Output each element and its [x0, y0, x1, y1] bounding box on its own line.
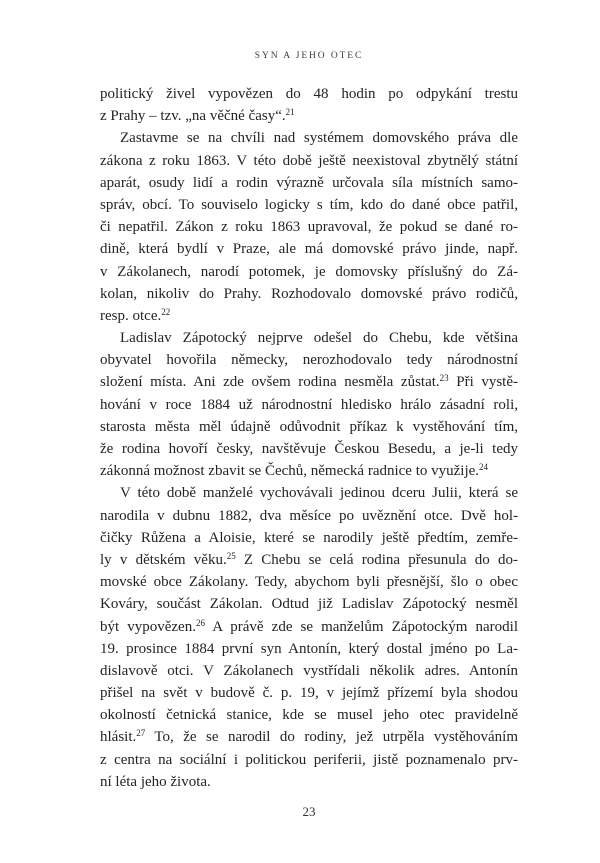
text-line: 19. prosince 1884 první syn Antonín, který dostal jméno po La-: [100, 640, 518, 657]
footnote-ref: 26: [195, 617, 205, 628]
text-line: být vypovězen.$^{26}$ A právě zde se manželům Zápotockým narodil: [100, 617, 519, 635]
text-line: politický živel vypovězen do 48 hodin po odpykání trestu: [100, 86, 518, 102]
text-line: zákonná možnost zbavit se Čechů, německá radnice to využije.$^{24}$: [100, 462, 489, 480]
text-line: movské obce Zákolany. Tedy, abychom byli přesnější, šlo o obec: [100, 574, 518, 591]
text-line: z centra na sociální i politickou periferii, jistě poznamenalo prv-: [100, 751, 518, 768]
text-line: hování v roce 1884 už národnostní hledisko hrálo zásadní roli,: [100, 396, 518, 413]
text-line: z Prahy – tzv. „na věčné časy“.$^{21}$: [100, 107, 295, 125]
text-line: starosta města měl údajně odůvodnit příkaz k vystěhování tím,: [100, 418, 518, 435]
text-line: V této době manželé vychovávali jedinou dceru Julii, která se: [120, 485, 518, 502]
text-line: přišel na svět v budově č. p. 19, v jejímž přízemí byla shodou: [100, 685, 518, 702]
text-line: Ladislav Zápotocký nejprve odešel do Chebu, kde většina: [120, 330, 518, 347]
text-line: Zastavme se na chvíli nad systémem domovského práva dle: [120, 130, 518, 147]
text-line: aparát, osudy lidí a rodin výrazně určovala síla místních samo-: [100, 174, 518, 191]
text-line: dině, která bydlí v Praze, ale má domovské právo jinde, např.: [100, 241, 518, 258]
footnote-ref: 21: [285, 107, 295, 118]
text-line: dislavově otci. V Zákolanech vystřídali několik adres. Antonín: [100, 662, 518, 679]
text-line: složení místa. Ani zde ovšem rodina nesměla zůstat.$^{23}$ Při vystě-: [100, 373, 518, 391]
footnote-ref: 22: [161, 306, 171, 317]
text-line: obyvatel hovořila německy, nerozhodovalo tedy národnostní: [100, 352, 518, 369]
text-line: Kováry, součást Zákolan. Odtud již Ladislav Zápotocký nesměl: [100, 596, 518, 613]
text-line: kolan, nikoliv do Prahy. Rozhodovalo domovské právo rodičů,: [100, 285, 518, 302]
text-line: ly v dětském věku.$^{25}$ Z Chebu se celá rodina přesunula do do-: [100, 550, 518, 568]
text-line: čičky Růžena a Aloisie, které se narodily ještě předtím, zemře-: [100, 529, 518, 546]
text-line: že rodina hovoří česky, navštěvuje Českou Besedu, a je-li tedy: [100, 441, 518, 457]
text-line: či nepatřil. Zákon z roku 1863 upravoval, že pokud se dané ro-: [100, 219, 518, 236]
text-line: v Zákolanech, narodí potomek, je domovsky příslušný do Zá-: [100, 263, 518, 280]
footnote-ref: 27: [136, 728, 146, 739]
text-line: ní léta jeho života.: [100, 773, 211, 790]
text-line: správ, obcí. To souviselo logicky s tím, kdo do dané obce patřil,: [100, 196, 518, 213]
text-line: resp. otce.$^{22}$: [100, 306, 171, 324]
footnote-ref: 25: [226, 550, 236, 561]
body-text-block: [100, 83, 518, 793]
text-line: okolností četnická stanice, kde se musel jeho otec pravidelně: [100, 707, 518, 724]
footnote-ref: 24: [479, 462, 489, 473]
page-number: 23: [302, 804, 316, 819]
text-line: zákona z roku 1863. V této době ještě neexistoval zbytnělý státní: [100, 152, 518, 169]
text-line: hlásit.$^{27}$ To, že se narodil do rodiny, jež utrpěla vystěhováním: [100, 728, 518, 746]
running-header: SYN A JEHO OTEC: [254, 51, 364, 61]
footnote-ref: 23: [439, 373, 449, 384]
text-line: narodila v dubnu 1882, dva měsíce po uvěznění otce. Dvě hol-: [100, 507, 518, 524]
